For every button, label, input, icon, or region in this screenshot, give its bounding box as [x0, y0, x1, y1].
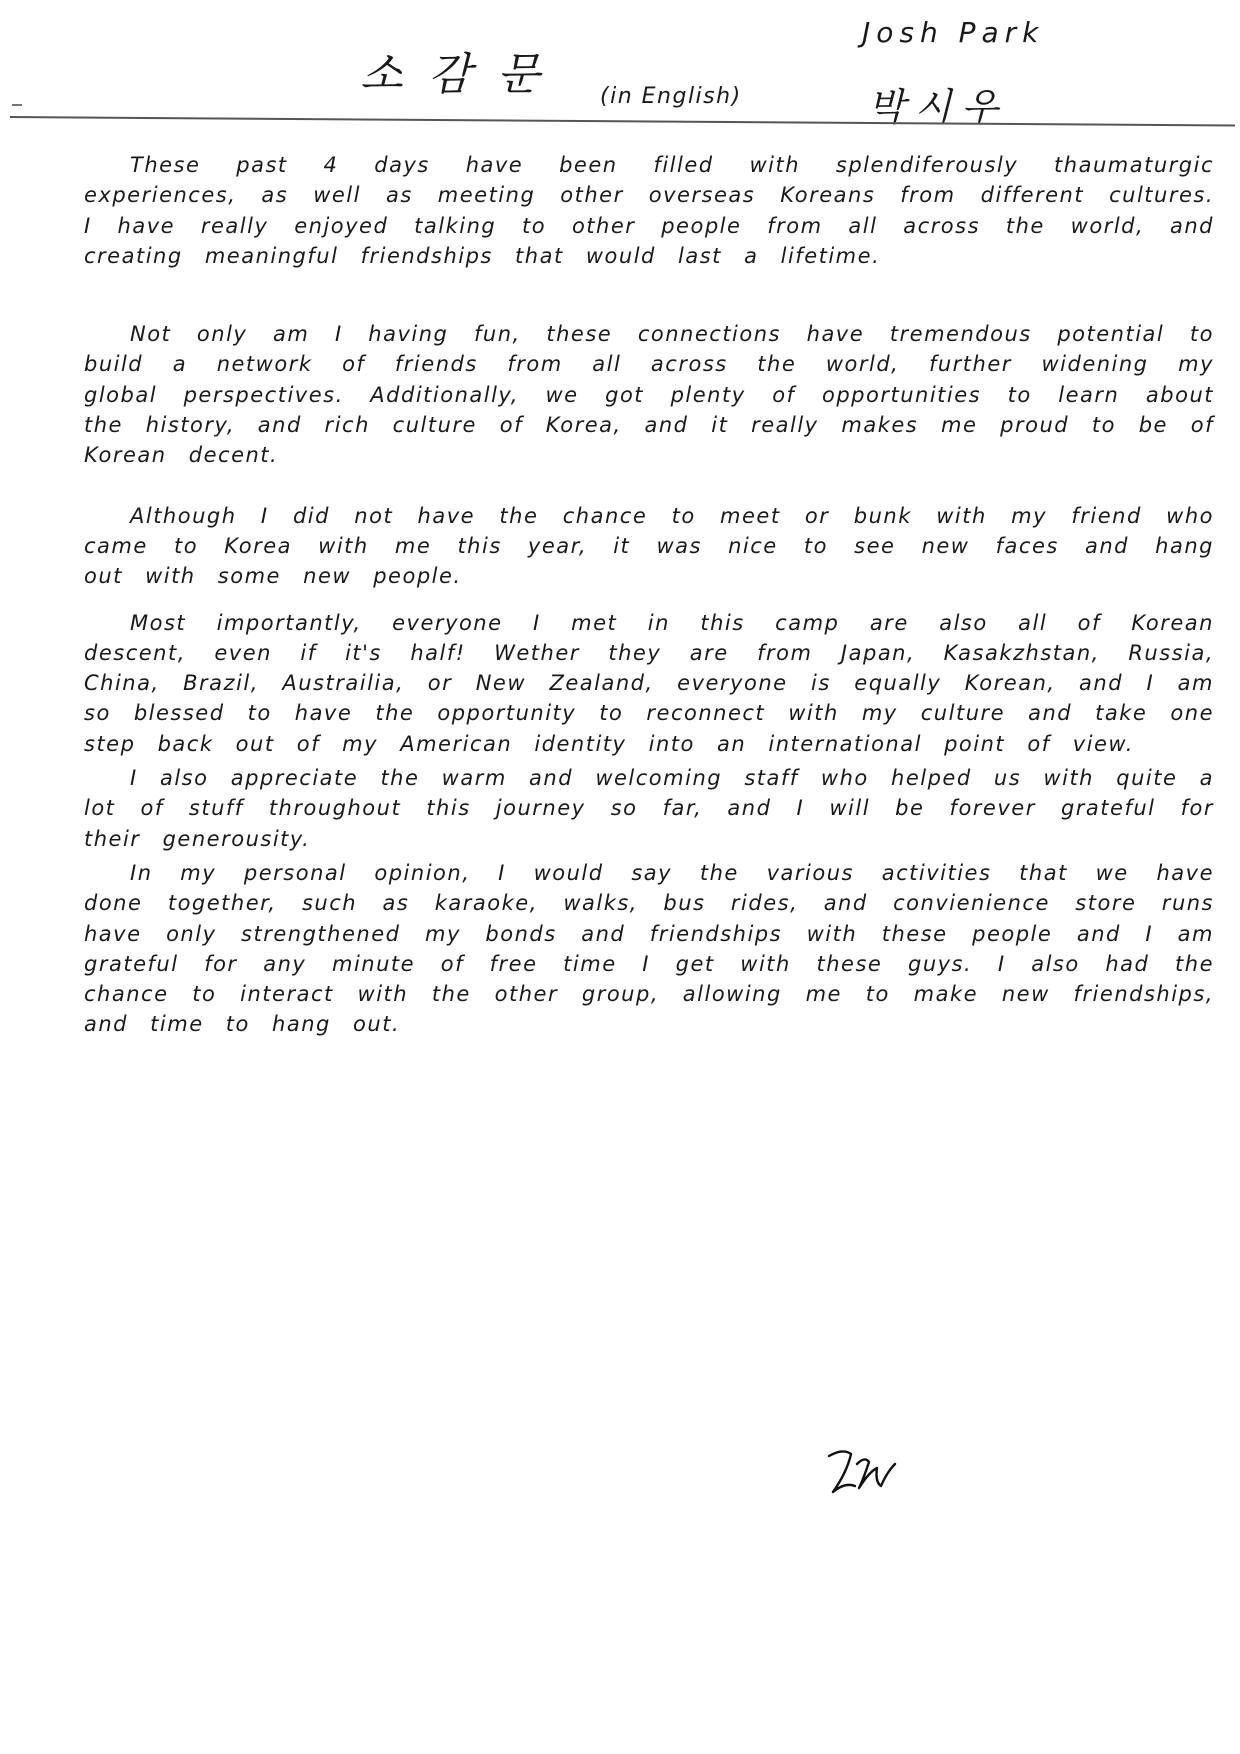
paragraph-3: Although I did not have the chance to meet or bunk with my friend who came to Korea with me this year, it was nice to see new faces and hang out with some new people. — [84, 503, 1214, 589]
title-korean: 소감문 — [360, 49, 566, 100]
paragraph-1: These past 4 days have been filled with splendiferously thaumaturgic experiences, as well as meeting other overseas Koreans from different cultures. I have really enjoyed talking to other people from all across the world, and creating meaningful friendships that would last a lifetime. — [84, 153, 1214, 268]
margin-mark — [12, 104, 22, 106]
author-korean-name: 박시우 — [868, 85, 1009, 129]
title-subtitle: (in English) — [600, 84, 742, 109]
paragraph-4: Most importantly, everyone I met in this camp are also all of Korean descent, even if it's half! Wether they are from Japan, Kasakzhstan, Russia, China, Brazil, Austrailia, or New Zealand, everyone is equally Korean, and I am so blessed to have the opportunity to reconnect with my culture and take one step back out of my American identity into an international point of view. — [84, 610, 1214, 756]
paragraph-2: Not only am I having fun, these connections have tremendous potential to build a network of friends from all across the world, further widening my global perspectives. Additionally, we got plenty of opportunities to learn about the history, and rich culture of Korea, and it really makes me proud to be of Korean decent. — [84, 322, 1214, 468]
signature-mark — [825, 1442, 905, 1502]
header-divider — [10, 116, 1235, 127]
paragraph-5: I also appreciate the warm and welcoming staff who helped us with quite a lot of stuff throughout this journey so far, and I will be forever grateful for their generousity. — [84, 766, 1214, 851]
author-name: Josh Park — [862, 16, 1045, 49]
paragraph-6: In my personal opinion, I would say the various activities that we have done together, such as karaoke, walks, bus rides, and convienience store runs have only strengthened my bonds and friendships with these people and I am grateful for any minute of free time I get with these guys. I also had the chance to interact with the other group, allowing me to make new friendships, and time to hang out. — [84, 860, 1214, 1037]
signature-stroke — [829, 1451, 895, 1492]
essay-body — [84, 150, 1214, 1040]
